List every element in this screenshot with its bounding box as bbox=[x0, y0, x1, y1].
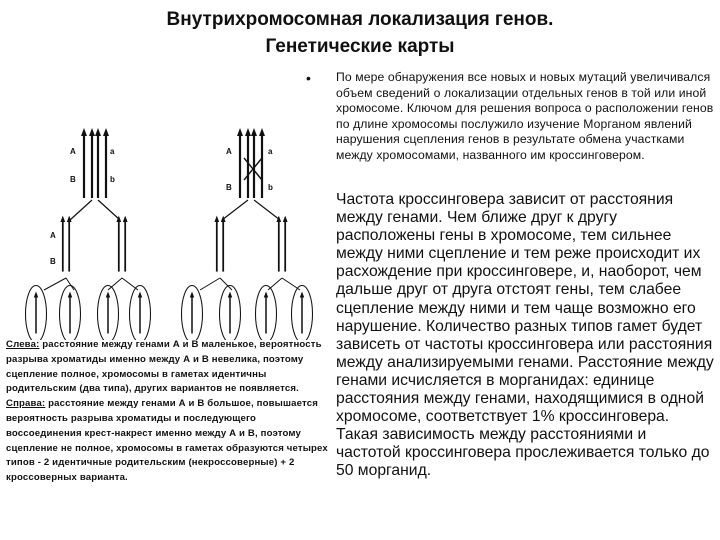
gene-label-right-b1: B bbox=[226, 183, 232, 192]
title-line-1: Внутрихромосомная локализация генов. bbox=[166, 9, 554, 30]
main-paragraph: Частота кроссинговера зависит от расстояния между генами. Чем ближе друг к другу расположены гены в хромосоме, тем сильнее между ними сцепление и тем реже происходит их расхождение при кроссинговере, и, наоборот, чем дальше друг от друга отстоят гены, тем слабее сцепление между ними и тем чаще возможно его нарушение. Количество разных типов гамет будет зависеть от частоты кроссинговера или расстояния между анализируемыми генами. Расстояние между генами исчисляется в морганидах: единице расстояния между генами, находящимися в одной хромосоме, соответствует 1% кроссинговера. Такая зависимость между расстояниями и частотой кроссинговера прослеживается только до 50 морганид. bbox=[336, 191, 714, 480]
page-title bbox=[0, 6, 720, 60]
caption-left-text: расстояние между генами А и В маленькое, вероятность разрыва хроматиды именно между А и В невелика, поэтому сцепление полное, хромосомы в гаметах идентичны родительским (два типа), других вариантов не появляется. bbox=[6, 339, 322, 395]
left-mid-pair-1 bbox=[60, 216, 71, 272]
intro-paragraph: По мере обнаружения все новых и новых мутаций увеличивался объем сведений о локализации отдельных генов в той или иной хромосоме. Ключом для решения вопроса о расположении генов по длине хромосомы послужило изучение Морганом явлений нарушения сцепления генов в результате обмена участками между хромосомами, названного им кроссинговером. bbox=[336, 70, 714, 162]
left-gamete-4 bbox=[130, 286, 151, 341]
caption-right-label: Справа: bbox=[6, 398, 46, 410]
gene-label-right-b2: b bbox=[268, 183, 273, 192]
left-mid-pair-2 bbox=[116, 216, 127, 272]
caption-left-label: Слева: bbox=[6, 339, 40, 350]
gene-label-right-a2: a bbox=[268, 147, 273, 156]
gene-label-right-a1: A bbox=[226, 147, 232, 156]
left-scheme bbox=[26, 128, 151, 340]
left-gamete-branches bbox=[44, 278, 138, 290]
gene-label-left-b2: b bbox=[110, 175, 115, 184]
left-branch-lines bbox=[70, 200, 120, 220]
gene-label-left-b1: B bbox=[70, 175, 76, 184]
right-gamete-4 bbox=[292, 286, 313, 341]
left-gamete-3 bbox=[98, 286, 119, 341]
gene-label-left-mid-b: B bbox=[50, 257, 56, 266]
gene-label-left-a2: a bbox=[110, 147, 115, 156]
right-scheme bbox=[182, 128, 313, 340]
right-gamete-2 bbox=[220, 286, 241, 341]
right-gamete-3 bbox=[256, 286, 277, 341]
right-mid-pair-1 bbox=[214, 216, 225, 272]
left-gamete-1 bbox=[26, 286, 47, 341]
title-line-2: Генетические карты bbox=[265, 36, 455, 57]
gene-label-left-mid-a: A bbox=[50, 231, 56, 240]
crossing-over-diagram bbox=[0, 118, 330, 340]
right-mid-pair-2 bbox=[276, 216, 287, 272]
right-branch-lines bbox=[222, 200, 280, 220]
caption-right-text: расстояние между генами А и В большое, повышается вероятность разрыва хроматиды и последующего воссоединения крест-накрест именно между А и В, поэтому сцепление не полное, хромосомы в гаметах образуются четырех типов - 2 идентичные родительским (некроссоверные) + 2 кроссоверных варианта. bbox=[6, 398, 328, 484]
right-parent-pair bbox=[237, 128, 265, 198]
gene-label-left-a1: A bbox=[70, 147, 76, 156]
left-parent-pair bbox=[81, 128, 109, 198]
bullet-marker: • bbox=[306, 70, 311, 86]
diagram-caption bbox=[6, 338, 330, 486]
left-gamete-2 bbox=[60, 286, 81, 341]
right-gamete-1 bbox=[182, 286, 203, 341]
right-gamete-branches bbox=[200, 278, 300, 290]
